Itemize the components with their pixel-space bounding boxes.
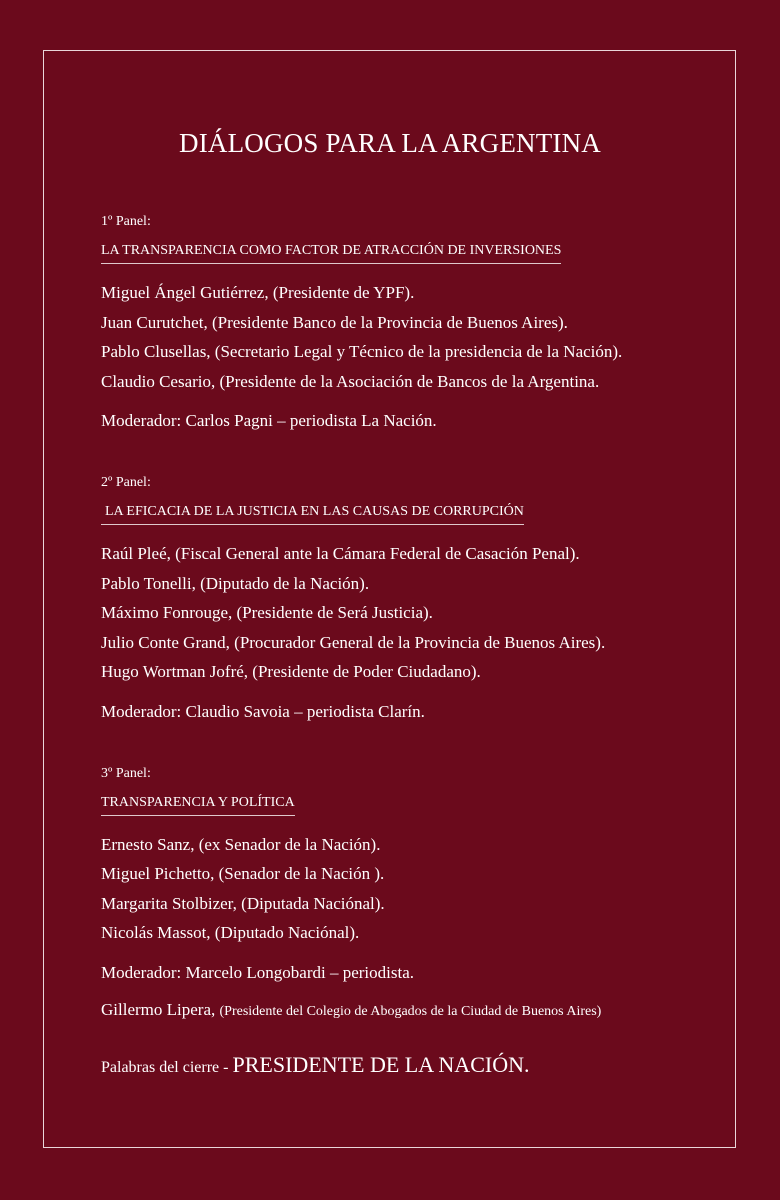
panel-label: 3º Panel: xyxy=(101,765,151,781)
panel-moderator: Moderador: Carlos Pagni – periodista La Nación. xyxy=(101,411,437,430)
panel-2 xyxy=(101,473,721,724)
panel-3 xyxy=(101,764,721,1024)
panel-label: 1º Panel: xyxy=(101,214,151,229)
panelist: Claudio Cesario, (Presidente de la Asociación de Bancos de la Argentina. xyxy=(101,371,600,391)
panelist: Julio Conte Grand, (Procurador General de la Provincia de Buenos Aires). xyxy=(101,632,606,652)
panel-moderator: Moderador: Claudio Savoia – periodista Clarín. xyxy=(101,701,425,721)
program-content xyxy=(101,212,721,1078)
special-guest-name: Gillermo Lipera, xyxy=(101,999,216,1019)
panel-members xyxy=(101,539,721,687)
panelist: Miguel Pichetto, (Senador de la Nación ). xyxy=(101,864,385,883)
panel-label: 2º Panel: xyxy=(101,475,151,490)
panel-1 xyxy=(101,212,721,433)
panel-topic: TRANSPARENCIA Y POLÍTICA xyxy=(101,794,295,816)
panel-topic: LA TRANSPARENCIA COMO FACTOR DE ATRACCIÓN DE INVERSIONES xyxy=(101,242,561,264)
panelist: Ernesto Sanz, (ex Senador de la Nación). xyxy=(101,834,381,854)
panelist: Pablo Tonelli, (Diputado de la Nación). xyxy=(101,573,370,593)
panelist: Hugo Wortman Jofré, (Presidente de Poder Ciudadano). xyxy=(101,662,481,681)
page-title: DIÁLOGOS PARA LA ARGENTINA xyxy=(179,128,601,158)
panelist: Margarita Stolbizer, (Diputada Naciónal). xyxy=(101,893,385,913)
closing-remarks xyxy=(101,1052,721,1078)
panelist: Miguel Ángel Gutiérrez, (Presidente de YPF). xyxy=(101,283,415,302)
panel-topic: LA EFICACIA DE LA JUSTICIA EN LAS CAUSAS DE CORRUPCIÓN xyxy=(101,503,524,525)
closing-speaker: PRESIDENTE DE LA NACIÓN. xyxy=(232,1051,530,1077)
panelist: Pablo Clusellas, (Secretario Legal y Técnico de la presidencia de la Nación). xyxy=(101,342,623,361)
special-guest-role: (Presidente del Colegio de Abogados de la Ciudad de Buenos Aires) xyxy=(219,1003,602,1019)
panel-members xyxy=(101,278,721,396)
panel-moderator: Moderador: Marcelo Longobardi – periodista. xyxy=(101,962,414,982)
panelist: Nicolás Massot, (Diputado Naciónal). xyxy=(101,923,360,942)
panelist: Máximo Fonrouge, (Presidente de Será Justicia). xyxy=(101,603,433,622)
panelist: Raúl Pleé, (Fiscal General ante la Cámara Federal de Casación Penal). xyxy=(101,544,580,563)
closing-prefix: Palabras del cierre - xyxy=(101,1058,229,1076)
panel-members xyxy=(101,830,721,948)
special-guest xyxy=(101,998,721,1024)
panelist: Juan Curutchet, (Presidente Banco de la Provincia de Buenos Aires). xyxy=(101,312,568,332)
